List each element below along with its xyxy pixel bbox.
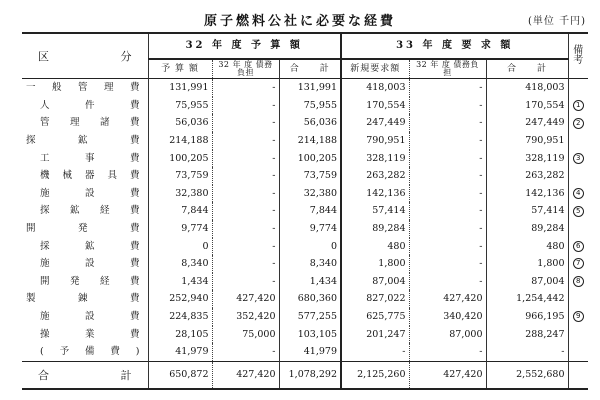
header-biko: 備考 [568,33,588,79]
cell-request-new: 87,004 [341,273,409,291]
cell-budget-sum: 32,380 [279,185,341,203]
row-note [568,150,588,168]
row-note [568,97,588,115]
cell-request-debt: - [409,167,486,185]
cell-request-sum: 57,414 [486,202,568,220]
cell-request-debt: - [409,132,486,150]
row-label: 人件費 [40,99,140,111]
cell-budget-debt: - [212,97,279,115]
table-row [22,167,588,185]
cell-budget-sum: 7,844 [279,202,341,220]
cell-budget-debt: - [212,132,279,150]
note-number-circle: 6 [573,241,584,252]
cell-request-debt: - [409,150,486,168]
table-row [22,343,588,361]
cell-request-debt: 340,420 [409,308,486,326]
cell-request-new: 418,003 [341,79,409,97]
cell-budget-amount: 73,759 [148,167,212,185]
cell-request-sum: 170,554 [486,97,568,115]
note-number-circle: 3 [573,153,584,164]
header-request-new: 新規要求額 [341,59,409,79]
cell-request-sum: 328,119 [486,150,568,168]
cell-request-debt: - [409,114,486,132]
cell-request-new: 328,119 [341,150,409,168]
table-row [22,202,588,220]
cell-budget-amount: 41,979 [148,343,212,361]
cell-budget-sum: 0 [279,238,341,256]
row-note [568,114,588,132]
note-number-circle: 4 [573,188,584,199]
cell-request-sum: 89,284 [486,220,568,238]
cell-budget-sum: 73,759 [279,167,341,185]
cell-budget-sum: 41,979 [279,343,341,361]
cell-budget-debt: - [212,185,279,203]
cell-budget-sum: 100,205 [279,150,341,168]
row-label: 機械器具費 [40,170,140,182]
note-number-circle: 9 [573,311,584,322]
cell-budget-sum: 577,255 [279,308,341,326]
row-note [568,167,588,185]
row-label: 製錬費 [26,293,140,305]
cell-budget-amount: 75,955 [148,97,212,115]
row-note [568,132,588,150]
row-note [568,202,588,220]
total-note [568,362,588,390]
cell-budget-sum: 56,036 [279,114,341,132]
total-row [22,362,588,390]
row-note [568,290,588,308]
cell-budget-debt: - [212,114,279,132]
row-label: 開発経費 [40,275,140,287]
header-budget-total: 合 計 [279,59,341,79]
cell-request-debt: - [409,202,486,220]
cell-request-new: 142,136 [341,185,409,203]
row-label: 開発費 [26,222,140,234]
cell-budget-sum: 9,774 [279,220,341,238]
cell-request-sum: 87,004 [486,273,568,291]
cell-budget-sum: 1,434 [279,273,341,291]
cell-request-sum: 418,003 [486,79,568,97]
cell-request-new: 625,775 [341,308,409,326]
cell-budget-debt: - [212,273,279,291]
cell-budget-amount: 32,380 [148,185,212,203]
row-label: 工事費 [40,152,140,164]
cell-budget-amount: 7,844 [148,202,212,220]
cell-request-debt: - [409,273,486,291]
cell-budget-amount: 131,991 [148,79,212,97]
cell-request-debt: - [409,185,486,203]
cell-request-debt: - [409,79,486,97]
table-row [22,97,588,115]
total-request-debt: 427,420 [409,362,486,390]
table-row [22,326,588,344]
cell-budget-sum: 103,105 [279,326,341,344]
table-row [22,308,588,326]
cell-budget-debt: - [212,150,279,168]
total-budget-amount: 650,872 [148,362,212,390]
header-kubun: 区 分 [38,49,132,63]
table-row [22,185,588,203]
cell-request-debt: - [409,97,486,115]
cell-request-new: 247,449 [341,114,409,132]
note-number-circle: 1 [573,100,584,111]
cell-budget-amount: 1,434 [148,273,212,291]
row-label: 一般管理費 [26,82,140,94]
cell-request-new: 790,951 [341,132,409,150]
row-note [568,79,588,97]
cell-budget-debt: 75,000 [212,326,279,344]
header-budget-debt: 32 年 度 債務負担 [212,59,279,79]
note-number-circle: 2 [573,118,584,129]
cell-budget-amount: 56,036 [148,114,212,132]
note-number-circle: 7 [573,258,584,269]
unit-label: (単位 千円) [528,16,586,27]
cell-budget-debt: - [212,255,279,273]
cell-budget-debt: - [212,167,279,185]
table-row [22,220,588,238]
row-label: 探鉱経費 [40,205,140,217]
cell-budget-sum: 680,360 [279,290,341,308]
cell-request-debt: - [409,255,486,273]
cell-request-sum: 790,951 [486,132,568,150]
total-request-sum: 2,552,680 [486,362,568,390]
note-number-circle: 5 [573,206,584,217]
cell-budget-sum: 75,955 [279,97,341,115]
cell-request-debt: 87,000 [409,326,486,344]
cell-budget-amount: 252,940 [148,290,212,308]
cell-budget-debt: 427,420 [212,290,279,308]
cell-budget-amount: 214,188 [148,132,212,150]
row-note [568,255,588,273]
table-row [22,290,588,308]
row-label: 管理諸費 [40,117,140,129]
cell-budget-sum: 8,340 [279,255,341,273]
row-note [568,220,588,238]
cell-request-sum: 966,195 [486,308,568,326]
cell-request-new: 1,800 [341,255,409,273]
document-title: 原子燃料公社に必要な経費 [203,14,396,29]
total-budget-debt: 427,420 [212,362,279,390]
table-row [22,238,588,256]
cell-request-debt: - [409,220,486,238]
note-number-circle: 8 [573,276,584,287]
row-label: 施設費 [40,187,140,199]
cell-budget-debt: - [212,79,279,97]
cell-request-new: 57,414 [341,202,409,220]
cell-request-new: 201,247 [341,326,409,344]
cell-request-new: 170,554 [341,97,409,115]
table-row [22,132,588,150]
expense-table [22,32,588,390]
header-group-request: 33 年 度 要 求 額 [341,33,568,59]
total-budget-sum: 1,078,292 [279,362,341,390]
cell-budget-sum: 214,188 [279,132,341,150]
cell-budget-sum: 131,991 [279,79,341,97]
table-row [22,150,588,168]
cell-budget-amount: 9,774 [148,220,212,238]
cell-budget-amount: 28,105 [148,326,212,344]
cell-request-new: 263,282 [341,167,409,185]
header-budget-amount: 予 算 額 [148,59,212,79]
table-row [22,273,588,291]
cell-request-debt: 427,420 [409,290,486,308]
cell-request-debt: - [409,343,486,361]
row-label: 探鉱費 [26,134,140,146]
table-row [22,79,588,97]
cell-request-sum: 480 [486,238,568,256]
cell-request-new: - [341,343,409,361]
row-note [568,273,588,291]
cell-request-new: 480 [341,238,409,256]
table-body [22,79,588,362]
row-note [568,185,588,203]
total-label: 合 計 [22,362,148,390]
cell-budget-debt: - [212,220,279,238]
cell-request-new: 827,022 [341,290,409,308]
cell-request-sum: 1,800 [486,255,568,273]
row-note [568,238,588,256]
cell-budget-amount: 8,340 [148,255,212,273]
row-label: 採鉱費 [40,240,140,252]
row-note [568,308,588,326]
header-request-total: 合 計 [486,59,568,79]
cell-request-debt: - [409,238,486,256]
cell-budget-debt: - [212,202,279,220]
row-note [568,326,588,344]
table-row [22,114,588,132]
cell-request-sum: 142,136 [486,185,568,203]
row-label: (予備費) [40,346,140,358]
row-note [568,343,588,361]
cell-budget-amount: 224,835 [148,308,212,326]
header-request-debt: 32 年 度 債務負担 [409,59,486,79]
cell-request-sum: - [486,343,568,361]
row-label: 操業費 [40,328,140,340]
row-label: 施設費 [40,258,140,270]
cell-request-sum: 263,282 [486,167,568,185]
cell-budget-amount: 0 [148,238,212,256]
header-group-budget: 32 年 度 予 算 額 [148,33,341,59]
cell-budget-amount: 100,205 [148,150,212,168]
row-label: 施設費 [40,311,140,323]
cell-budget-debt: - [212,343,279,361]
cell-request-new: 89,284 [341,220,409,238]
cell-budget-debt: - [212,238,279,256]
table-row [22,255,588,273]
cell-request-sum: 288,247 [486,326,568,344]
total-request-new: 2,125,260 [341,362,409,390]
cell-request-sum: 247,449 [486,114,568,132]
cell-request-sum: 1,254,442 [486,290,568,308]
cell-budget-debt: 352,420 [212,308,279,326]
